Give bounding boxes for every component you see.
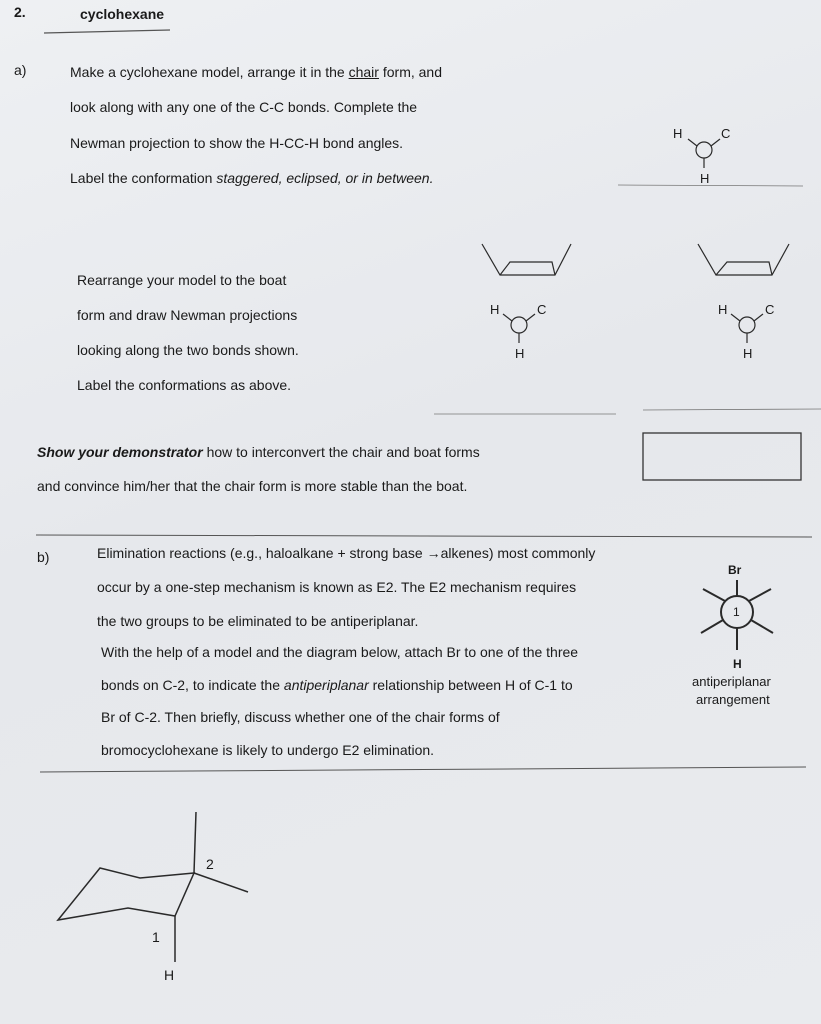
- newman-chair-h-left: H: [673, 126, 683, 141]
- boat-line4: Label the conformations as above.: [77, 377, 292, 393]
- boat-answer-line-2: [643, 409, 821, 410]
- part-b-line5: bonds on C-2, to indicate the antiperiplanar relationship between H of C-1 to: [101, 677, 573, 693]
- newman-boat2-h-left: H: [718, 302, 728, 317]
- part-a-label: a): [14, 62, 27, 78]
- question-title: cyclohexane: [80, 6, 165, 22]
- chair-c2-label: 2: [206, 856, 214, 872]
- newman-boat-2: [731, 314, 763, 343]
- boat-line2: form and draw Newman projections: [77, 307, 298, 323]
- part-b-label: b): [37, 549, 50, 565]
- newman-chair-c-right: C: [721, 126, 731, 141]
- newman-boat-1: [503, 314, 535, 343]
- boat-diagram-2: [698, 244, 789, 275]
- part-a-line2: look along with any one of the C-C bonds. Complete the: [70, 99, 418, 115]
- part-b-line6: Br of C-2. Then briefly, discuss whether one of the chair forms of: [101, 709, 500, 725]
- section-divider: [36, 535, 812, 537]
- newman-boat1-h-bottom: H: [515, 346, 525, 361]
- show-demonstrator: Show your demonstrator how to interconvert the chair and boat forms: [37, 444, 480, 460]
- part-b-line3: the two groups to be eliminated to be antiperiplanar.: [97, 613, 419, 629]
- anti-c1-label: 1: [733, 605, 740, 619]
- part-b-line4: With the help of a model and the diagram below, attach Br to one of the three: [101, 644, 579, 660]
- newman-boat1-h-left: H: [490, 302, 500, 317]
- c2-equatorial-bond: [194, 873, 248, 892]
- question-number: 2.: [14, 4, 26, 20]
- newman-boat2-h-bottom: H: [743, 346, 753, 361]
- convince-line: and convince him/her that the chair form is more stable than the boat.: [37, 478, 468, 494]
- part-a-line3: Newman projection to show the H-CC-H bond angles.: [70, 135, 404, 151]
- anti-caption-1: antiperiplanar: [692, 674, 771, 689]
- part-b-line1: Elimination reactions (e.g., haloalkane + strong base →alkenes) most commonly: [97, 545, 596, 561]
- section-divider-b: [40, 767, 806, 772]
- c2-axial-bond: [194, 812, 196, 873]
- chair-h-label: H: [164, 967, 175, 983]
- boat-diagram-1: [482, 244, 571, 275]
- part-b-line2: occur by a one-step mechanism is known as E2. The E2 mechanism requires: [97, 579, 577, 595]
- chair-c1-label: 1: [152, 929, 160, 945]
- newman-boat2-c-right: C: [765, 302, 775, 317]
- newman-chair: [688, 139, 720, 168]
- boat-line3: looking along the two bonds shown.: [77, 342, 299, 358]
- anti-caption-2: arrangement: [696, 692, 770, 707]
- part-a-line1: Make a cyclohexane model, arrange it in the chair form, and: [70, 64, 442, 80]
- anti-h-label: H: [733, 657, 742, 671]
- part-a-line4: Label the conformation staggered, eclipsed, or in between.: [70, 170, 434, 186]
- newman-chair-h-bottom: H: [700, 171, 710, 186]
- boat-line1: Rearrange your model to the boat: [77, 272, 287, 288]
- chair-answer-line: [618, 185, 803, 186]
- chair-word: chair: [348, 64, 379, 80]
- anti-br-label: Br: [728, 563, 742, 577]
- newman-boat1-c-right: C: [537, 302, 547, 317]
- answer-box: [643, 433, 801, 480]
- title-underline: [44, 30, 170, 33]
- part-b-line7: bromocyclohexane is likely to undergo E2 elimination.: [101, 742, 435, 758]
